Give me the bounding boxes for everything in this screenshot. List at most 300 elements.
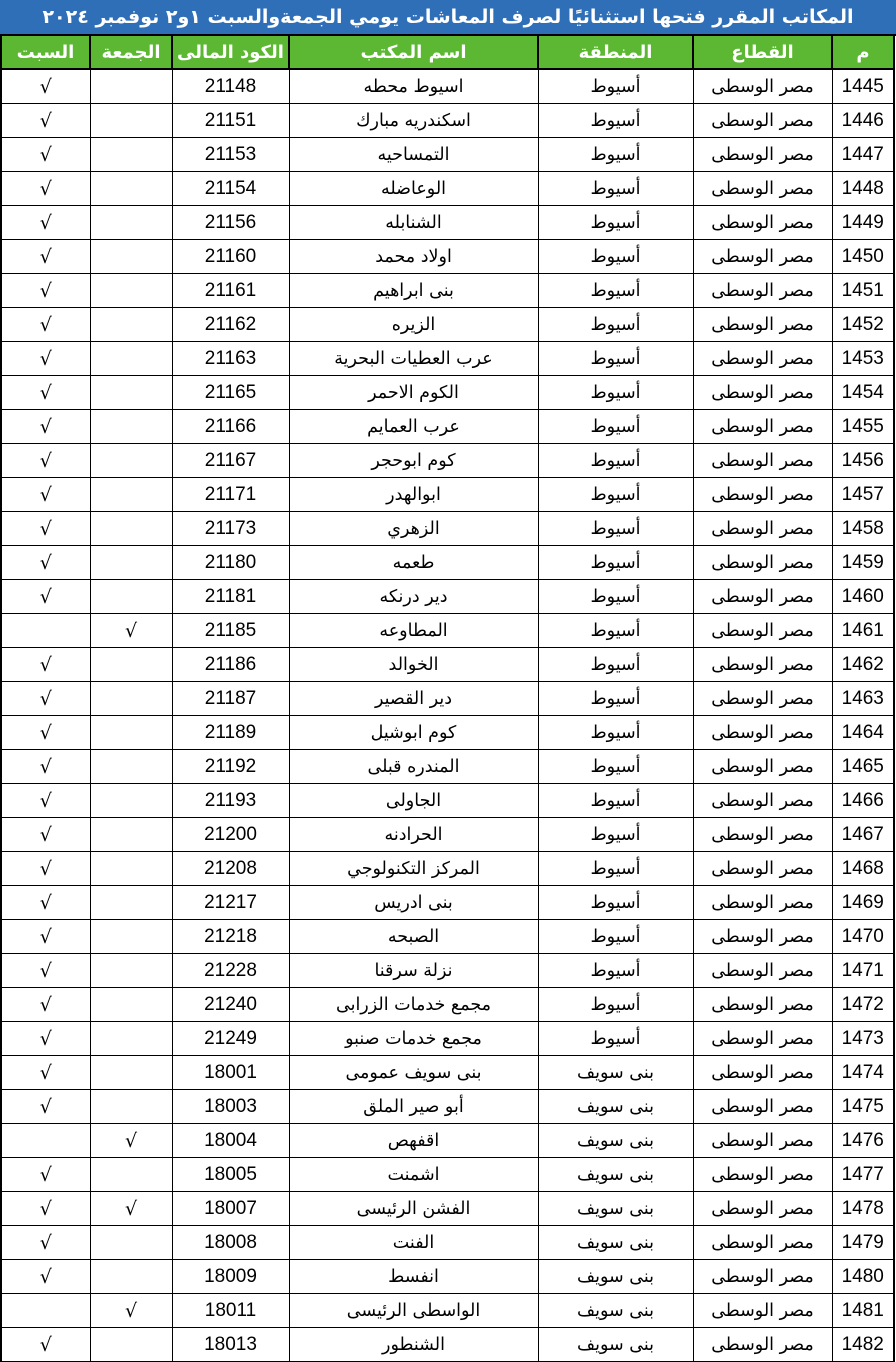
cell-friday-mark <box>90 342 172 376</box>
cell-region: أسيوط <box>538 648 693 682</box>
cell-friday-mark <box>90 852 172 886</box>
cell-office: بنى ادريس <box>289 886 538 920</box>
cell-num: 1480 <box>832 1260 894 1294</box>
table-row <box>1 784 894 818</box>
table-row <box>1 274 894 308</box>
cell-saturday-mark: √ <box>1 410 90 444</box>
header-office: اسم المكتب <box>289 35 538 69</box>
table-row <box>1 1192 894 1226</box>
cell-saturday-mark: √ <box>1 920 90 954</box>
cell-code: 21200 <box>172 818 289 852</box>
cell-saturday-mark: √ <box>1 1328 90 1362</box>
cell-num: 1449 <box>832 206 894 240</box>
cell-num: 1463 <box>832 682 894 716</box>
cell-sector: مصر الوسطى <box>693 614 832 648</box>
cell-sector: مصر الوسطى <box>693 308 832 342</box>
cell-friday-mark: √ <box>90 1294 172 1328</box>
cell-code: 21193 <box>172 784 289 818</box>
cell-region: أسيوط <box>538 920 693 954</box>
cell-sector: مصر الوسطى <box>693 1124 832 1158</box>
cell-num: 1481 <box>832 1294 894 1328</box>
cell-office: مجمع خدمات صنبو <box>289 1022 538 1056</box>
cell-sector: مصر الوسطى <box>693 750 832 784</box>
cell-code: 18004 <box>172 1124 289 1158</box>
cell-office: عرب العطيات البحرية <box>289 342 538 376</box>
cell-friday-mark <box>90 886 172 920</box>
cell-code: 21160 <box>172 240 289 274</box>
cell-friday-mark <box>90 784 172 818</box>
cell-saturday-mark: √ <box>1 1090 90 1124</box>
cell-sector: مصر الوسطى <box>693 818 832 852</box>
cell-saturday-mark: √ <box>1 852 90 886</box>
cell-num: 1457 <box>832 478 894 512</box>
cell-num: 1452 <box>832 308 894 342</box>
table-row <box>1 138 894 172</box>
cell-region: أسيوط <box>538 512 693 546</box>
cell-friday-mark <box>90 172 172 206</box>
header-num: م <box>832 35 894 69</box>
cell-code: 21218 <box>172 920 289 954</box>
table-row <box>1 920 894 954</box>
cell-num: 1459 <box>832 546 894 580</box>
cell-code: 21151 <box>172 104 289 138</box>
table-row <box>1 376 894 410</box>
cell-region: أسيوط <box>538 886 693 920</box>
cell-num: 1465 <box>832 750 894 784</box>
cell-friday-mark <box>90 1022 172 1056</box>
cell-office: نزلة سرقنا <box>289 954 538 988</box>
cell-saturday-mark: √ <box>1 478 90 512</box>
cell-num: 1473 <box>832 1022 894 1056</box>
cell-sector: مصر الوسطى <box>693 580 832 614</box>
cell-saturday-mark: √ <box>1 206 90 240</box>
cell-office: الجاولى <box>289 784 538 818</box>
cell-sector: مصر الوسطى <box>693 920 832 954</box>
cell-friday-mark <box>90 1328 172 1362</box>
cell-region: أسيوط <box>538 818 693 852</box>
cell-code: 18005 <box>172 1158 289 1192</box>
cell-saturday-mark: √ <box>1 444 90 478</box>
cell-region: أسيوط <box>538 308 693 342</box>
cell-sector: مصر الوسطى <box>693 682 832 716</box>
cell-friday-mark <box>90 478 172 512</box>
cell-saturday-mark: √ <box>1 274 90 308</box>
header-friday: الجمعة <box>90 35 172 69</box>
cell-code: 21166 <box>172 410 289 444</box>
cell-region: أسيوط <box>538 172 693 206</box>
cell-saturday-mark: √ <box>1 784 90 818</box>
cell-code: 21165 <box>172 376 289 410</box>
cell-code: 21167 <box>172 444 289 478</box>
cell-region: بنى سويف <box>538 1294 693 1328</box>
cell-friday-mark <box>90 206 172 240</box>
cell-office: أبو صير الملق <box>289 1090 538 1124</box>
cell-num: 1462 <box>832 648 894 682</box>
cell-saturday-mark: √ <box>1 1056 90 1090</box>
cell-sector: مصر الوسطى <box>693 1192 832 1226</box>
cell-office: المندره قبلى <box>289 750 538 784</box>
cell-num: 1472 <box>832 988 894 1022</box>
table-row <box>1 1022 894 1056</box>
table-row <box>1 614 894 648</box>
cell-num: 1451 <box>832 274 894 308</box>
cell-region: بنى سويف <box>538 1260 693 1294</box>
cell-code: 21163 <box>172 342 289 376</box>
cell-code: 18003 <box>172 1090 289 1124</box>
cell-sector: مصر الوسطى <box>693 1022 832 1056</box>
cell-saturday-mark: √ <box>1 648 90 682</box>
cell-friday-mark <box>90 648 172 682</box>
cell-friday-mark <box>90 240 172 274</box>
cell-friday-mark <box>90 104 172 138</box>
cell-num: 1470 <box>832 920 894 954</box>
table-row <box>1 750 894 784</box>
cell-region: أسيوط <box>538 138 693 172</box>
cell-code: 18009 <box>172 1260 289 1294</box>
cell-office: الزيره <box>289 308 538 342</box>
cell-code: 21192 <box>172 750 289 784</box>
cell-friday-mark: √ <box>90 614 172 648</box>
table-row <box>1 1328 894 1362</box>
cell-saturday-mark: √ <box>1 172 90 206</box>
cell-friday-mark <box>90 1260 172 1294</box>
cell-sector: مصر الوسطى <box>693 886 832 920</box>
cell-code: 21186 <box>172 648 289 682</box>
table-row <box>1 1294 894 1328</box>
cell-code: 21148 <box>172 69 289 104</box>
cell-saturday-mark: √ <box>1 716 90 750</box>
table-row <box>1 954 894 988</box>
cell-num: 1450 <box>832 240 894 274</box>
cell-office: اولاد محمد <box>289 240 538 274</box>
cell-sector: مصر الوسطى <box>693 104 832 138</box>
cell-friday-mark <box>90 1158 172 1192</box>
cell-office: التمساحيه <box>289 138 538 172</box>
cell-region: أسيوط <box>538 716 693 750</box>
cell-sector: مصر الوسطى <box>693 716 832 750</box>
cell-sector: مصر الوسطى <box>693 954 832 988</box>
cell-office: اسيوط محطه <box>289 69 538 104</box>
cell-office: الزهري <box>289 512 538 546</box>
cell-sector: مصر الوسطى <box>693 512 832 546</box>
cell-num: 1475 <box>832 1090 894 1124</box>
cell-region: أسيوط <box>538 410 693 444</box>
cell-region: بنى سويف <box>538 1226 693 1260</box>
cell-saturday-mark: √ <box>1 138 90 172</box>
cell-office: اسكندريه مبارك <box>289 104 538 138</box>
cell-code: 21162 <box>172 308 289 342</box>
cell-region: أسيوط <box>538 342 693 376</box>
cell-friday-mark <box>90 716 172 750</box>
cell-region: أسيوط <box>538 1022 693 1056</box>
cell-sector: مصر الوسطى <box>693 852 832 886</box>
cell-region: أسيوط <box>538 478 693 512</box>
cell-friday-mark <box>90 750 172 784</box>
header-saturday: السبت <box>1 35 90 69</box>
cell-office: اشمنت <box>289 1158 538 1192</box>
table-row <box>1 172 894 206</box>
cell-friday-mark <box>90 1056 172 1090</box>
cell-sector: مصر الوسطى <box>693 138 832 172</box>
header-sector: القطاع <box>693 35 832 69</box>
cell-office: بنى سويف عمومى <box>289 1056 538 1090</box>
cell-sector: مصر الوسطى <box>693 274 832 308</box>
cell-num: 1482 <box>832 1328 894 1362</box>
table-row <box>1 512 894 546</box>
table-row <box>1 818 894 852</box>
cell-sector: مصر الوسطى <box>693 206 832 240</box>
cell-sector: مصر الوسطى <box>693 376 832 410</box>
cell-code: 18013 <box>172 1328 289 1362</box>
cell-region: بنى سويف <box>538 1090 693 1124</box>
cell-friday-mark <box>90 1226 172 1260</box>
cell-region: أسيوط <box>538 954 693 988</box>
cell-code: 18001 <box>172 1056 289 1090</box>
cell-code: 21173 <box>172 512 289 546</box>
cell-friday-mark <box>90 512 172 546</box>
table-row <box>1 648 894 682</box>
sheet-title: المكاتب المقرر فتحها استثنائيًا لصرف المعاشات يومي الجمعةوالسبت ١و٢ نوفمبر ٢٠٢٤ <box>0 0 896 36</box>
cell-num: 1455 <box>832 410 894 444</box>
cell-num: 1478 <box>832 1192 894 1226</box>
table-row <box>1 410 894 444</box>
cell-num: 1458 <box>832 512 894 546</box>
cell-region: أسيوط <box>538 614 693 648</box>
table-row <box>1 206 894 240</box>
cell-num: 1474 <box>832 1056 894 1090</box>
cell-region: بنى سويف <box>538 1124 693 1158</box>
cell-friday-mark <box>90 682 172 716</box>
cell-region: أسيوط <box>538 682 693 716</box>
cell-saturday-mark: √ <box>1 1022 90 1056</box>
cell-office: الوعاضله <box>289 172 538 206</box>
cell-num: 1477 <box>832 1158 894 1192</box>
cell-code: 21185 <box>172 614 289 648</box>
cell-sector: مصر الوسطى <box>693 784 832 818</box>
cell-num: 1453 <box>832 342 894 376</box>
cell-friday-mark <box>90 546 172 580</box>
table-row <box>1 852 894 886</box>
cell-friday-mark <box>90 920 172 954</box>
cell-saturday-mark: √ <box>1 1226 90 1260</box>
cell-saturday-mark: √ <box>1 988 90 1022</box>
cell-region: أسيوط <box>538 444 693 478</box>
cell-sector: مصر الوسطى <box>693 1328 832 1362</box>
cell-num: 1445 <box>832 69 894 104</box>
cell-office: اقفهص <box>289 1124 538 1158</box>
cell-friday-mark <box>90 274 172 308</box>
table-row <box>1 1090 894 1124</box>
cell-saturday-mark: √ <box>1 750 90 784</box>
cell-sector: مصر الوسطى <box>693 648 832 682</box>
table-row <box>1 342 894 376</box>
cell-office: دير درنكه <box>289 580 538 614</box>
cell-sector: مصر الوسطى <box>693 1260 832 1294</box>
cell-saturday-mark: √ <box>1 580 90 614</box>
cell-code: 18011 <box>172 1294 289 1328</box>
cell-friday-mark <box>90 954 172 988</box>
table-row <box>1 444 894 478</box>
cell-region: أسيوط <box>538 546 693 580</box>
cell-sector: مصر الوسطى <box>693 240 832 274</box>
cell-office: الخوالد <box>289 648 538 682</box>
cell-friday-mark <box>90 376 172 410</box>
cell-code: 21249 <box>172 1022 289 1056</box>
cell-office: المطاوعه <box>289 614 538 648</box>
cell-saturday-mark: √ <box>1 954 90 988</box>
cell-num: 1460 <box>832 580 894 614</box>
cell-num: 1467 <box>832 818 894 852</box>
cell-region: بنى سويف <box>538 1056 693 1090</box>
cell-region: بنى سويف <box>538 1328 693 1362</box>
cell-num: 1464 <box>832 716 894 750</box>
table-row <box>1 308 894 342</box>
cell-code: 21189 <box>172 716 289 750</box>
cell-friday-mark <box>90 1090 172 1124</box>
cell-code: 21161 <box>172 274 289 308</box>
cell-friday-mark <box>90 988 172 1022</box>
cell-code: 18008 <box>172 1226 289 1260</box>
table-body <box>1 69 894 1362</box>
cell-saturday-mark <box>1 614 90 648</box>
table-row <box>1 988 894 1022</box>
cell-num: 1468 <box>832 852 894 886</box>
cell-saturday-mark: √ <box>1 512 90 546</box>
cell-code: 21217 <box>172 886 289 920</box>
cell-region: أسيوط <box>538 104 693 138</box>
cell-num: 1447 <box>832 138 894 172</box>
table-row <box>1 1056 894 1090</box>
cell-friday-mark <box>90 818 172 852</box>
cell-office: الشنطور <box>289 1328 538 1362</box>
cell-num: 1446 <box>832 104 894 138</box>
cell-region: أسيوط <box>538 274 693 308</box>
cell-saturday-mark <box>1 1294 90 1328</box>
header-region: المنطقة <box>538 35 693 69</box>
cell-num: 1456 <box>832 444 894 478</box>
cell-region: بنى سويف <box>538 1158 693 1192</box>
table-row <box>1 886 894 920</box>
cell-office: الحرادنه <box>289 818 538 852</box>
cell-sector: مصر الوسطى <box>693 342 832 376</box>
cell-code: 21208 <box>172 852 289 886</box>
cell-office: الكوم الاحمر <box>289 376 538 410</box>
table-row <box>1 580 894 614</box>
cell-region: أسيوط <box>538 580 693 614</box>
cell-office: كوم ابوحجر <box>289 444 538 478</box>
cell-region: أسيوط <box>538 240 693 274</box>
cell-region: أسيوط <box>538 852 693 886</box>
cell-sector: مصر الوسطى <box>693 988 832 1022</box>
cell-region: أسيوط <box>538 376 693 410</box>
table-row <box>1 682 894 716</box>
cell-num: 1461 <box>832 614 894 648</box>
cell-friday-mark: √ <box>90 1124 172 1158</box>
cell-region: أسيوط <box>538 69 693 104</box>
cell-office: الواسطى الرئيسى <box>289 1294 538 1328</box>
cell-office: دير القصير <box>289 682 538 716</box>
cell-num: 1469 <box>832 886 894 920</box>
cell-code: 21228 <box>172 954 289 988</box>
cell-code: 21154 <box>172 172 289 206</box>
cell-office: الفنت <box>289 1226 538 1260</box>
cell-saturday-mark: √ <box>1 682 90 716</box>
cell-friday-mark <box>90 410 172 444</box>
cell-sector: مصر الوسطى <box>693 172 832 206</box>
table-row <box>1 240 894 274</box>
cell-sector: مصر الوسطى <box>693 478 832 512</box>
cell-region: أسيوط <box>538 784 693 818</box>
cell-saturday-mark: √ <box>1 546 90 580</box>
cell-office: انفسط <box>289 1260 538 1294</box>
cell-num: 1454 <box>832 376 894 410</box>
cell-saturday-mark: √ <box>1 104 90 138</box>
cell-office: بنى ابراهيم <box>289 274 538 308</box>
cell-saturday-mark: √ <box>1 342 90 376</box>
cell-office: ابوالهدر <box>289 478 538 512</box>
offices-table <box>0 34 895 1362</box>
cell-office: مجمع خدمات الزرابى <box>289 988 538 1022</box>
cell-region: أسيوط <box>538 750 693 784</box>
cell-saturday-mark: √ <box>1 1192 90 1226</box>
cell-office: الصبحه <box>289 920 538 954</box>
cell-sector: مصر الوسطى <box>693 1158 832 1192</box>
cell-code: 21187 <box>172 682 289 716</box>
cell-saturday-mark: √ <box>1 376 90 410</box>
cell-code: 21240 <box>172 988 289 1022</box>
cell-saturday-mark: √ <box>1 69 90 104</box>
cell-saturday-mark: √ <box>1 1158 90 1192</box>
cell-num: 1466 <box>832 784 894 818</box>
cell-num: 1471 <box>832 954 894 988</box>
cell-friday-mark: √ <box>90 1192 172 1226</box>
table-row <box>1 546 894 580</box>
cell-office: عرب العمايم <box>289 410 538 444</box>
cell-code: 21171 <box>172 478 289 512</box>
table-row <box>1 1226 894 1260</box>
table-row <box>1 1124 894 1158</box>
cell-office: طعمه <box>289 546 538 580</box>
cell-office: المركز التكنولوجي <box>289 852 538 886</box>
cell-sector: مصر الوسطى <box>693 444 832 478</box>
cell-office: الفشن الرئيسى <box>289 1192 538 1226</box>
header-row <box>1 35 894 69</box>
cell-region: بنى سويف <box>538 1192 693 1226</box>
cell-office: الشنابله <box>289 206 538 240</box>
table-row <box>1 104 894 138</box>
table-row <box>1 1260 894 1294</box>
cell-sector: مصر الوسطى <box>693 546 832 580</box>
cell-sector: مصر الوسطى <box>693 1226 832 1260</box>
cell-code: 21180 <box>172 546 289 580</box>
cell-saturday-mark: √ <box>1 240 90 274</box>
cell-saturday-mark: √ <box>1 1260 90 1294</box>
cell-sector: مصر الوسطى <box>693 1056 832 1090</box>
cell-saturday-mark: √ <box>1 818 90 852</box>
cell-sector: مصر الوسطى <box>693 69 832 104</box>
cell-sector: مصر الوسطى <box>693 410 832 444</box>
table-row <box>1 478 894 512</box>
cell-friday-mark <box>90 580 172 614</box>
table-row <box>1 716 894 750</box>
cell-sector: مصر الوسطى <box>693 1090 832 1124</box>
cell-office: كوم ابوشيل <box>289 716 538 750</box>
cell-saturday-mark: √ <box>1 886 90 920</box>
cell-friday-mark <box>90 444 172 478</box>
cell-friday-mark <box>90 138 172 172</box>
cell-region: أسيوط <box>538 206 693 240</box>
cell-code: 21153 <box>172 138 289 172</box>
